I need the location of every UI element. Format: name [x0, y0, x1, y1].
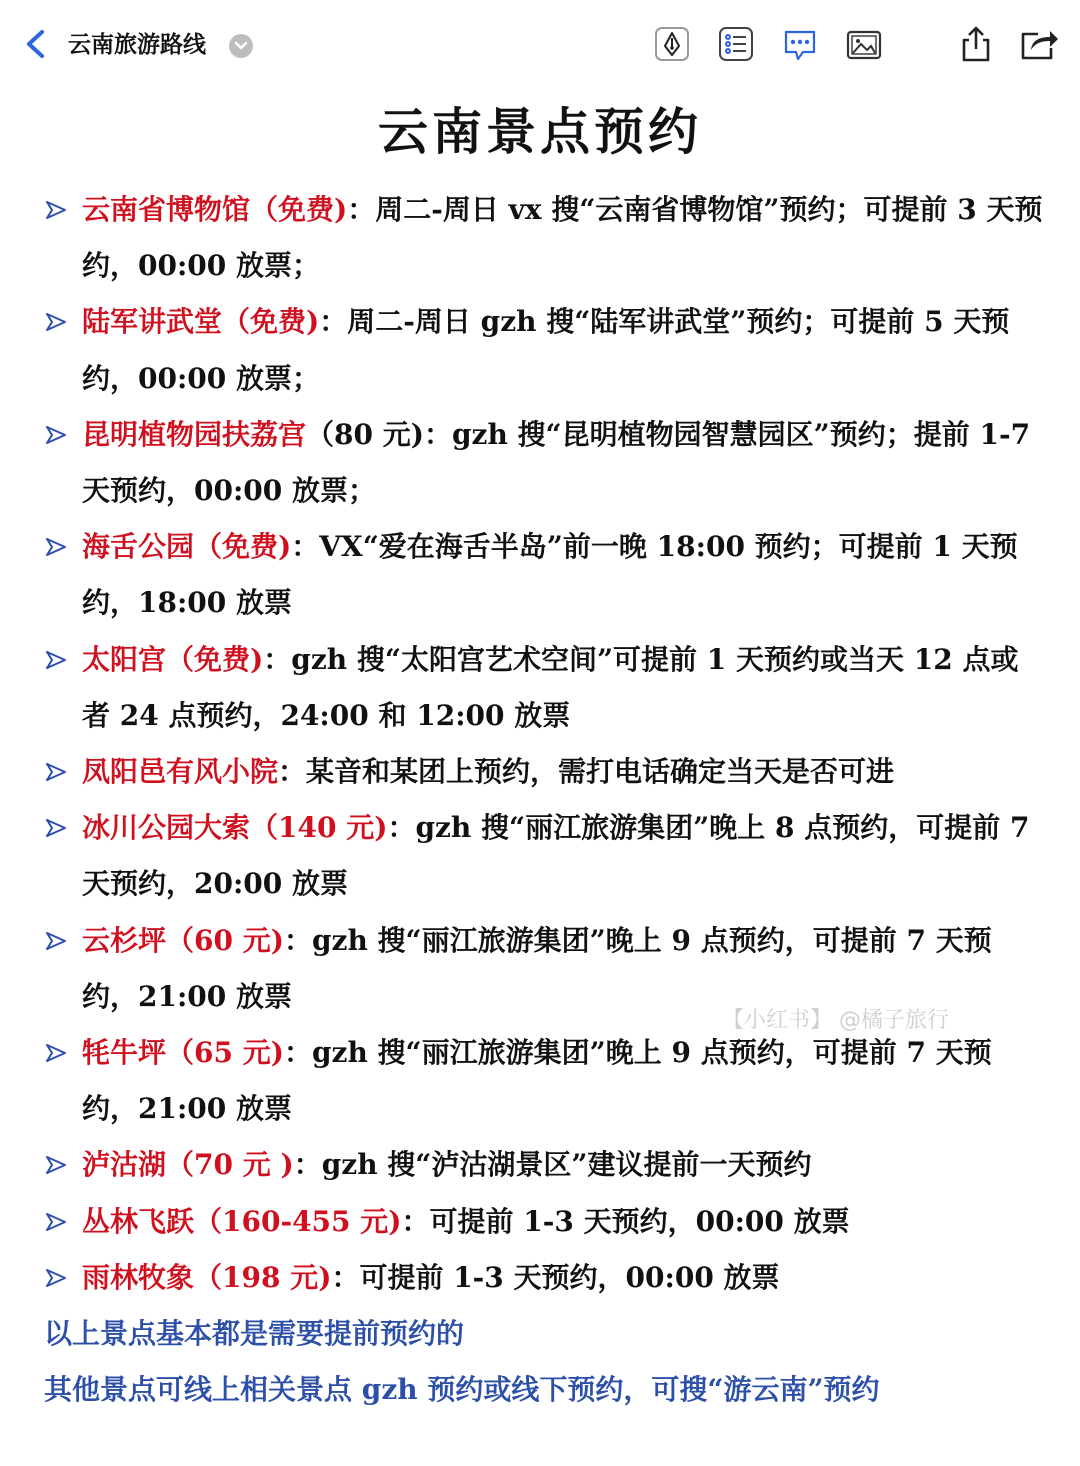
attraction-name: 牦牛坪（65 元) — [82, 1036, 284, 1070]
list-item — [44, 744, 1044, 800]
chevron-left-icon — [22, 26, 48, 62]
attraction-detail: ：gzh 搜“丽江旅游集团”晚上 9 点预约，可提前 7 天预约，21:00 放票 — [82, 1036, 992, 1126]
bullet-arrow-icon — [46, 1155, 66, 1175]
attraction-detail: ：gzh 搜“太阳宫艺术空间”可提前 1 天预约或当天 12 点或者 24 点预约，24:00 和 12:00 放票 — [82, 642, 1019, 732]
list-item — [44, 1194, 1044, 1250]
attraction-detail: ：可提前 1-3 天预约，00:00 放票 — [401, 1204, 850, 1238]
forward-icon — [1018, 24, 1060, 64]
attraction-detail: ：周二-周日 gzh 搜“陆军讲武堂”预约；可提前 5 天预约，00:00 放票； — [82, 305, 1010, 395]
list-item-text — [82, 800, 1044, 912]
share-icon — [956, 24, 996, 64]
list-item — [44, 632, 1044, 744]
attraction-name: 海舌公园（免费) — [82, 530, 292, 564]
list-item-text — [82, 744, 1044, 800]
list-item — [44, 1025, 1044, 1137]
list-item — [44, 1250, 1044, 1306]
attraction-name: 昆明植物园扶荔宫 — [82, 417, 307, 451]
bullet-arrow-icon — [46, 931, 66, 951]
list-item — [44, 519, 1044, 631]
list-item-text — [82, 519, 1044, 631]
attraction-name: 陆军讲武堂（免费) — [82, 305, 320, 339]
chevron-down-icon — [234, 40, 248, 52]
attraction-detail: （80 元)：gzh 搜“昆明植物园智慧园区”预约；提前 1-7 天预约，00:00 放票； — [82, 417, 1031, 508]
bullet-arrow-icon — [46, 762, 66, 782]
forward-button[interactable] — [1018, 24, 1058, 64]
list-item-text — [82, 1250, 1044, 1306]
comment-tool-button[interactable] — [780, 24, 820, 64]
image-icon — [844, 24, 884, 64]
note-line-1: 以上景点基本都是需要提前预约的 — [44, 1317, 465, 1350]
attraction-detail: ：gzh 搜“丽江旅游集团”晚上 8 点预约，可提前 7 天预约，20:00 放票 — [82, 811, 1030, 901]
list-item — [44, 294, 1044, 406]
attraction-name: 丛林飞跃（160-455 元) — [82, 1204, 402, 1238]
list-icon — [716, 24, 756, 64]
attraction-detail: ：可提前 1-3 天预约，00:00 放票 — [331, 1260, 780, 1294]
pen-icon — [652, 24, 692, 64]
comment-icon — [780, 24, 820, 64]
list-item — [44, 182, 1044, 294]
list-item-text — [82, 1025, 1044, 1137]
top-bar — [0, 0, 1080, 90]
pen-tool-button[interactable] — [652, 24, 692, 64]
attraction-name: 雨林牧象（198 元) — [82, 1260, 332, 1294]
attraction-name: 云南省博物馆（免费) — [82, 193, 348, 226]
bullet-arrow-icon — [46, 818, 66, 838]
attraction-detail: ：某音和某团上预约，需打电话确定当天是否可进 — [278, 755, 895, 789]
bullet-arrow-icon — [46, 1043, 66, 1063]
attraction-name: 泸沽湖（70 元 ) — [82, 1148, 294, 1182]
checklist-tool-button[interactable] — [716, 24, 756, 64]
list-item-text — [82, 407, 1044, 519]
attraction-detail: ：VX“爱在海舌半岛”前一晚 18:00 预约；可提前 1 天预约，18:00 放票 — [82, 530, 1018, 620]
attraction-detail: ：gzh 搜“泸沽湖景区”建议提前一天预约 — [293, 1148, 812, 1182]
title-dropdown-button[interactable] — [229, 34, 253, 58]
list-item-text — [82, 1194, 1044, 1250]
attraction-detail: ：gzh 搜“丽江旅游集团”晚上 9 点预约，可提前 7 天预约，21:00 放票 — [82, 923, 992, 1013]
bullet-arrow-icon — [46, 1212, 66, 1232]
list-item-text — [82, 294, 1044, 406]
document-title: 云南景点预约 — [378, 102, 702, 161]
note-title[interactable]: 云南旅游路线 — [68, 32, 206, 58]
attraction-name: 冰川公园大索（140 元) — [82, 811, 388, 845]
list-item — [44, 407, 1044, 519]
list-item-text — [82, 632, 1044, 744]
bullet-arrow-icon — [46, 312, 66, 332]
list-item — [44, 800, 1044, 912]
attraction-name: 太阳宫（免费) — [82, 642, 264, 676]
share-button[interactable] — [956, 24, 996, 64]
attraction-list — [44, 182, 1044, 1306]
attraction-name: 云杉坪（60 元) — [82, 923, 284, 957]
list-item-text — [82, 182, 1044, 294]
list-item — [44, 1137, 1044, 1193]
watermark: 【小红书】 @橘子旅行 — [722, 1008, 949, 1033]
bullet-arrow-icon — [46, 650, 66, 670]
bullet-arrow-icon — [46, 425, 66, 445]
note-line-2: 其他景点可线上相关景点 gzh 预约或线下预约，可搜“游云南”预约 — [44, 1373, 880, 1406]
bullet-arrow-icon — [46, 1268, 66, 1288]
attraction-name: 凤阳邑有风小院 — [82, 755, 279, 789]
list-item-text — [82, 1137, 1044, 1193]
bullet-arrow-icon — [46, 537, 66, 557]
image-tool-button[interactable] — [844, 24, 884, 64]
attraction-detail: ：周二-周日 vx 搜“云南省博物馆”预约；可提前 3 天预约，00:00 放票； — [82, 193, 1043, 283]
back-button[interactable] — [22, 26, 52, 62]
bullet-arrow-icon — [46, 200, 66, 220]
